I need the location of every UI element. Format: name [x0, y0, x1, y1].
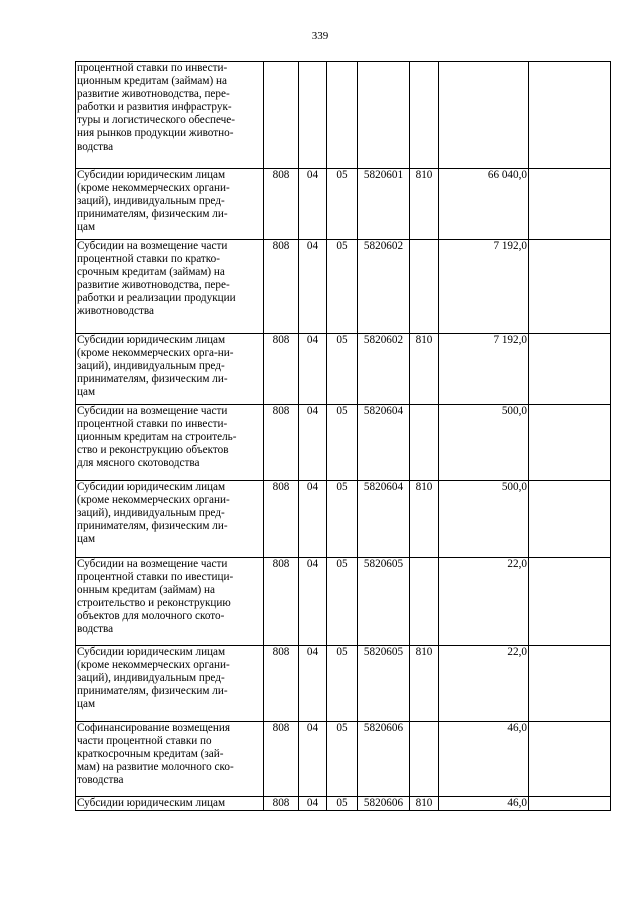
row-empty — [529, 240, 611, 334]
row-razdel: 04 — [299, 481, 327, 558]
row-amount: 46,0 — [439, 722, 529, 797]
table-row — [76, 405, 611, 481]
row-razdel: 04 — [299, 722, 327, 797]
row-razdel: 04 — [299, 558, 327, 646]
table-row — [76, 558, 611, 646]
row-name: Субсидии юридическим лицам (кроме некоммерческих орга-ни- заций), индивидуальным пред- принимателям, физическим ли- цам — [76, 334, 264, 405]
row-target: 5820606 — [358, 722, 410, 797]
row-ministry — [264, 62, 299, 169]
row-type — [410, 722, 439, 797]
table-row — [76, 334, 611, 405]
row-podrazdel: 05 — [327, 169, 358, 240]
row-ministry: 808 — [264, 334, 299, 405]
row-empty — [529, 646, 611, 722]
row-empty — [529, 62, 611, 169]
row-amount: 500,0 — [439, 405, 529, 481]
row-target: 5820605 — [358, 646, 410, 722]
row-type — [410, 62, 439, 169]
table-row — [76, 62, 611, 169]
row-podrazdel: 05 — [327, 334, 358, 405]
row-name: Субсидии юридическим лицам (кроме некоммерческих органи- заций), индивидуальным пред- принимателям, физическим ли- цам — [76, 481, 264, 558]
row-empty — [529, 169, 611, 240]
row-target: 5820602 — [358, 240, 410, 334]
row-ministry: 808 — [264, 405, 299, 481]
row-empty — [529, 405, 611, 481]
row-razdel: 04 — [299, 405, 327, 481]
table-row — [76, 481, 611, 558]
row-empty — [529, 797, 611, 811]
table-row — [76, 169, 611, 240]
row-name: Софинансирование возмещения части процентной ставки по краткосрочным кредитам (зай- мам) на развитие молочного ско- товодства — [76, 722, 264, 797]
row-podrazdel: 05 — [327, 405, 358, 481]
row-ministry: 808 — [264, 169, 299, 240]
row-ministry: 808 — [264, 481, 299, 558]
row-podrazdel: 05 — [327, 797, 358, 811]
row-type: 810 — [410, 797, 439, 811]
row-empty — [529, 722, 611, 797]
row-type — [410, 558, 439, 646]
row-razdel: 04 — [299, 334, 327, 405]
budget-table — [75, 61, 611, 811]
row-razdel — [299, 62, 327, 169]
row-target — [358, 62, 410, 169]
row-podrazdel: 05 — [327, 646, 358, 722]
row-razdel: 04 — [299, 646, 327, 722]
row-type — [410, 405, 439, 481]
row-target: 5820606 — [358, 797, 410, 811]
row-name: Субсидии на возмещение части процентной ставки по кратко- срочным кредитам (займам) на развитие животноводства, пере- работки и реализации продукции животноводства — [76, 240, 264, 334]
row-amount: 7 192,0 — [439, 240, 529, 334]
row-amount: 46,0 — [439, 797, 529, 811]
row-empty — [529, 481, 611, 558]
row-name: процентной ставки по инвести- ционным кредитам (займам) на развитие животноводства, пере- работки и развития инфраструк- туры и логистического обеспече- ния рынков продукции животно- водства — [76, 62, 264, 169]
row-ministry: 808 — [264, 722, 299, 797]
table-row — [76, 722, 611, 797]
row-ministry: 808 — [264, 797, 299, 811]
table-row — [76, 797, 611, 811]
row-podrazdel: 05 — [327, 481, 358, 558]
row-razdel: 04 — [299, 797, 327, 811]
row-podrazdel: 05 — [327, 558, 358, 646]
row-name: Субсидии юридическим лицам (кроме некоммерческих органи- заций), индивидуальным пред- принимателям, физическим ли- цам — [76, 169, 264, 240]
row-podrazdel: 05 — [327, 240, 358, 334]
row-name: Субсидии на возмещение части процентной ставки по ивестици- онным кредитам (займам) на строительство и реконструкцию объектов для молочного ското- водства — [76, 558, 264, 646]
row-name: Субсидии на возмещение части процентной ставки по инвести- ционным кредитам на строитель- ство и реконструкцию объектов для мясного скотоводства — [76, 405, 264, 481]
row-name: Субсидии юридическим лицам — [76, 797, 264, 811]
row-amount — [439, 62, 529, 169]
row-amount: 22,0 — [439, 558, 529, 646]
row-type: 810 — [410, 481, 439, 558]
row-target: 5820605 — [358, 558, 410, 646]
table-row — [76, 240, 611, 334]
row-type: 810 — [410, 169, 439, 240]
row-podrazdel — [327, 62, 358, 169]
row-type: 810 — [410, 646, 439, 722]
row-podrazdel: 05 — [327, 722, 358, 797]
row-target: 5820601 — [358, 169, 410, 240]
row-name: Субсидии юридическим лицам (кроме некоммерческих органи- заций), индивидуальным пред- принимателям, физическим ли- цам — [76, 646, 264, 722]
row-ministry: 808 — [264, 240, 299, 334]
row-empty — [529, 558, 611, 646]
row-amount: 66 040,0 — [439, 169, 529, 240]
row-type — [410, 240, 439, 334]
row-amount: 500,0 — [439, 481, 529, 558]
row-target: 5820604 — [358, 481, 410, 558]
row-amount: 7 192,0 — [439, 334, 529, 405]
row-razdel: 04 — [299, 240, 327, 334]
row-ministry: 808 — [264, 558, 299, 646]
row-ministry: 808 — [264, 646, 299, 722]
row-empty — [529, 334, 611, 405]
row-target: 5820604 — [358, 405, 410, 481]
row-target: 5820602 — [358, 334, 410, 405]
row-amount: 22,0 — [439, 646, 529, 722]
table-row — [76, 646, 611, 722]
row-razdel: 04 — [299, 169, 327, 240]
page-number: 339 — [311, 30, 329, 42]
row-type: 810 — [410, 334, 439, 405]
